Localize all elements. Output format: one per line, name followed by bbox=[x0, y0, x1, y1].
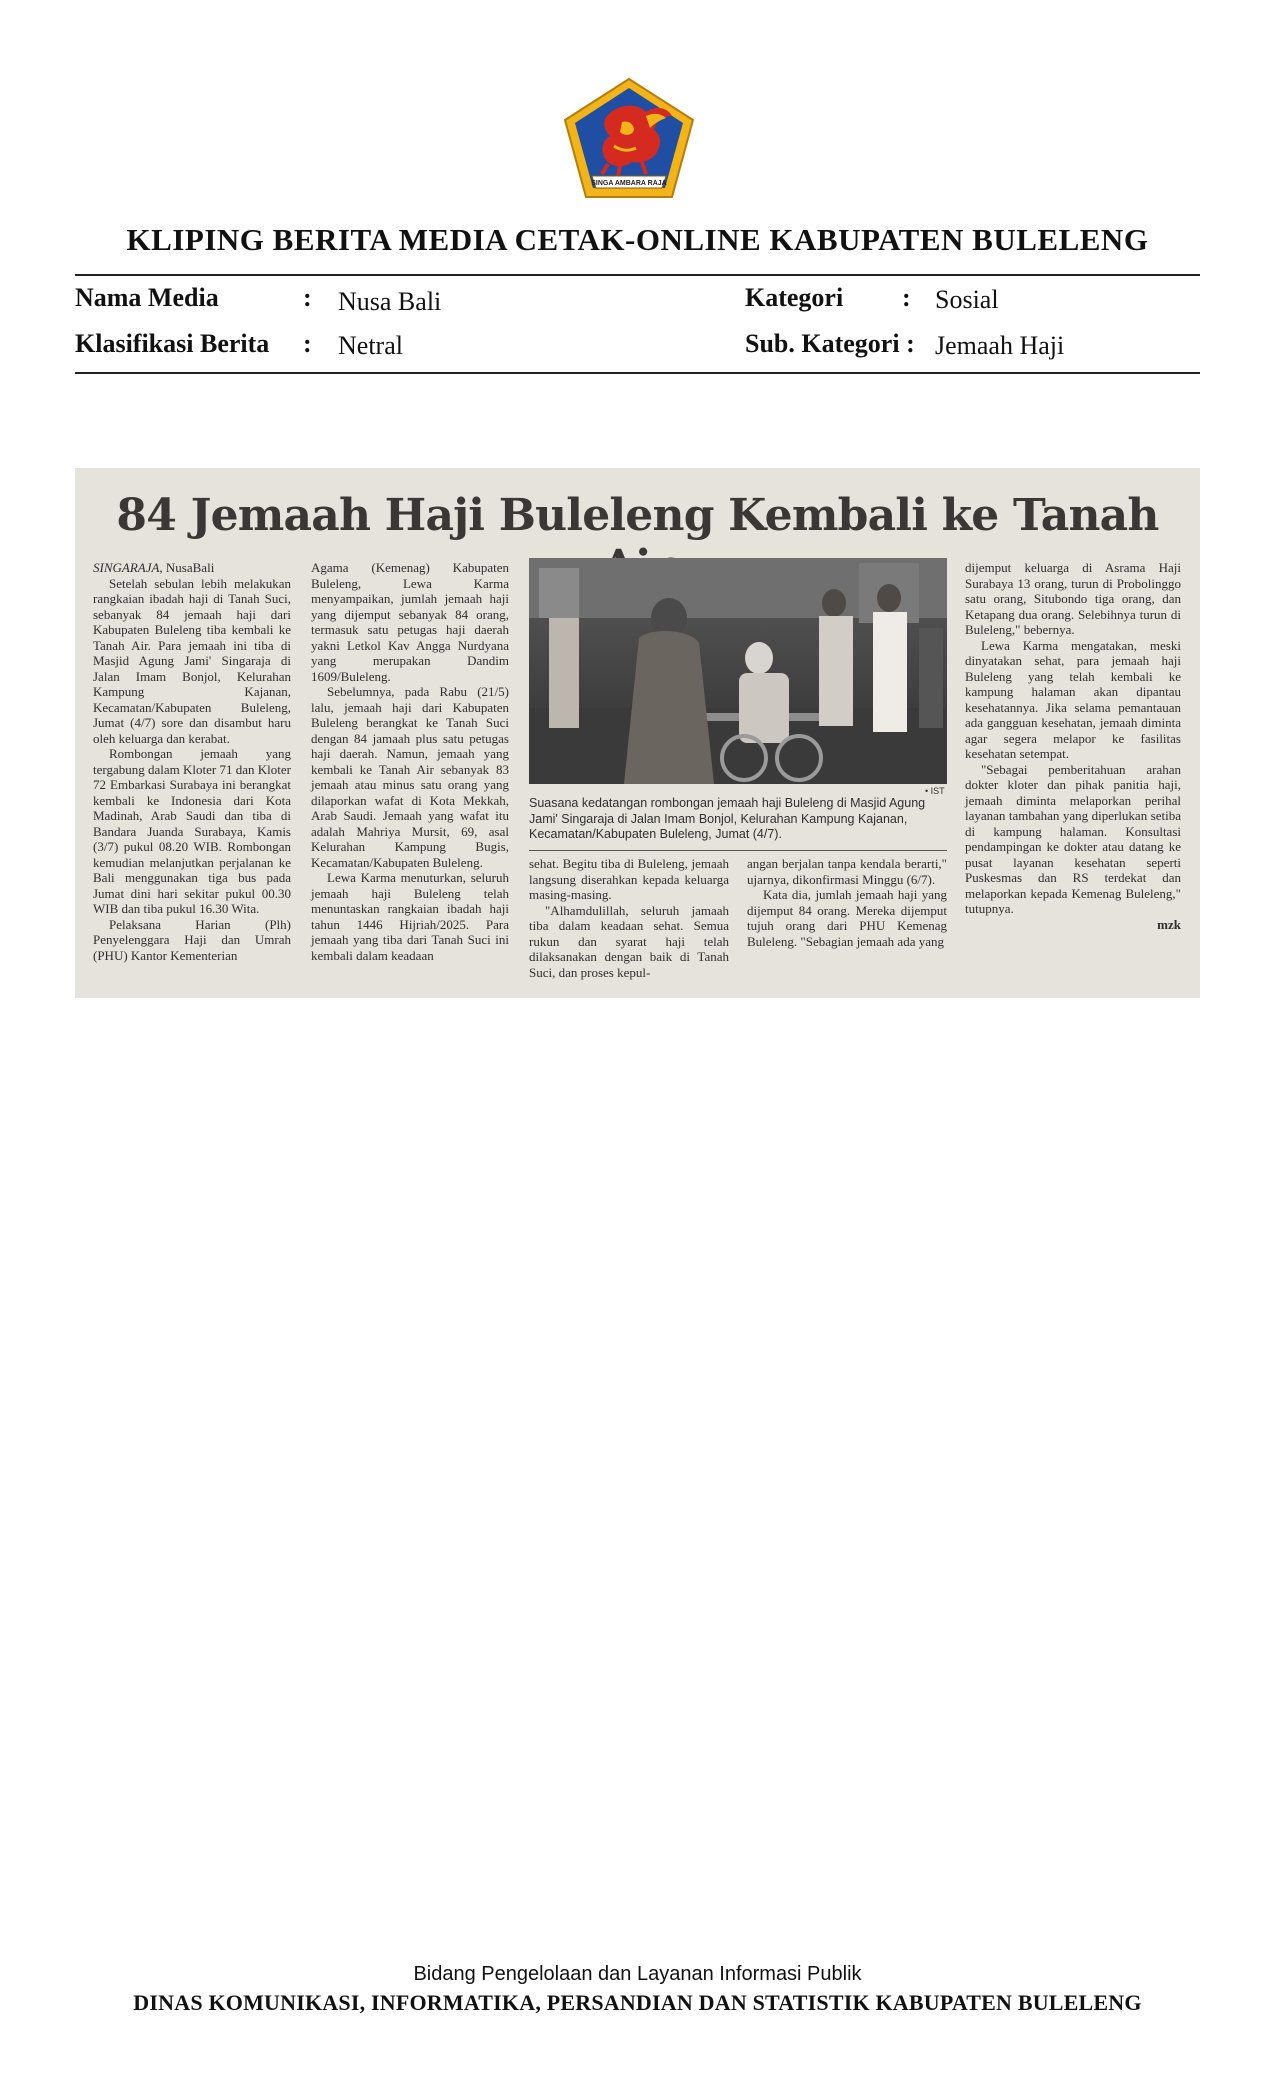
article-paragraph: Lewa Karma menuturkan, seluruh jemaah haji Buleleng telah menuntaskan rangkaian ibadah haji tahun 1446 Hijriah/2025. Para jemaah yang tiba dari Tanah Suci ini kembali dalam keadaan bbox=[311, 870, 509, 963]
caption-divider bbox=[529, 850, 947, 851]
media-value: Nusa Bali bbox=[338, 287, 442, 316]
article-paragraph: Pelaksana Harian (Plh) Penyelenggara Haji dan Umrah (PHU) Kantor Kementerian bbox=[93, 916, 291, 963]
article-paragraph: Kata dia, jumlah jemaah haji yang dijemput 84 orang. Mereka dijemput tujuh orang dari PHU Kemenag Buleleng. "Sebagian jemaah ada yang bbox=[747, 887, 947, 949]
kategori-label: Kategori bbox=[745, 283, 844, 312]
article-paragraph: angan berjalan tanpa kendala berarti," ujarnya, dikonfirmasi Minggu (6/7). bbox=[747, 856, 947, 887]
klasifikasi-colon: : bbox=[303, 329, 312, 358]
klasifikasi-value: Netral bbox=[338, 331, 403, 360]
article-paragraph: Sebelumnya, pada Rabu (21/5) lalu, jemaah haji dari Kabupaten Buleleng berangkat ke Tanah Suci dengan 84 jamaah plus satu petugas haji daerah. Namun, jemaah yang kembali ke Tanah Air sebanyak 83 jemaah atau minus satu orang yang dilaporkan wafat di Kota Mekkah, Arab Saudi. Jemaah yang wafat itu adalah Mahriya Mursit, 69, asal Kelurahan Kampung Bugis, Kecamatan/Kabupaten Buleleng. bbox=[311, 684, 509, 870]
article-paragraph: Rombongan jemaah yang tergabung dalam Kloter 71 dan Kloter 72 Embarkasi Surabaya ini berangkat kembali ke Indonesia dari Kota Madinah, Arab Saudi dan tiba di Bandara Juanda Surabaya, Kamis (3/7) pukul 08.20 WIB. Rombongan kemudian melanjutkan perjalanan ke Bali menggunakan tiga bus pada Jumat dini hari sekitar pukul 00.30 WIB dan tiba pukul 16.30 Wita. bbox=[93, 746, 291, 916]
media-label: Nama Media bbox=[75, 283, 219, 312]
sub-kategori-label: Sub. Kategori : bbox=[745, 329, 915, 358]
footer-unit: Bidang Pengelolaan dan Layanan Informasi Publik bbox=[413, 1963, 862, 1985]
article-headline: 84 Jemaah Haji Buleleng Kembali ke Tanah bbox=[116, 490, 1159, 541]
article-dateline: SINGARAJA, bbox=[93, 560, 163, 575]
buleleng-crest-icon bbox=[562, 76, 696, 200]
article-author-code: mzk bbox=[1157, 916, 1181, 932]
crest-ribbon-text: SINGA AMBARA RAJA bbox=[591, 180, 667, 187]
document-title: KLIPING BERITA MEDIA CETAK-ONLINE KABUPATEN BULELENG bbox=[126, 222, 1149, 257]
article-column-1 bbox=[93, 560, 291, 963]
kategori-colon: : bbox=[902, 283, 911, 312]
photo-credit: • IST bbox=[925, 786, 945, 796]
article-column-5 bbox=[965, 560, 1181, 932]
article-paragraph: dijemput keluarga di Asrama Haji Surabaya 13 orang, turun di Probolinggo satu orang, Situbondo tiga orang, dan Ketapang dua orang. Selebihnya turun di Buleleng," bebernya. bbox=[965, 560, 1181, 637]
photo-caption: Suasana kedatangan rombongan jemaah haji Buleleng di Masjid Agung Jami' Singaraja di Jalan Imam Bonjol, Kelurahan Kampung Kajanan, Kecamatan/Kabupaten Buleleng, Jumat (4/7). bbox=[529, 796, 926, 841]
header-rule-bottom bbox=[75, 372, 1200, 374]
klasifikasi-label: Klasifikasi Berita bbox=[75, 329, 270, 358]
article-column-4 bbox=[747, 856, 947, 949]
article-paragraph: "Alhamdulillah, seluruh jamaah tiba dalam keadaan sehat. Semua rukun dan syarat haji telah dilaksanakan dengan baik di Tanah Suci, dan proses kepul- bbox=[529, 902, 729, 980]
article-paragraph: Agama (Kemenag) Kabupaten Buleleng, Lewa Karma menyampaikan, jumlah jemaah haji yang dijemput sebanyak 84 orang, termasuk satu petugas haji daerah yakni Letkol Kav Angga Nurdyana yang merupakan Dandim 1609/Buleleng. bbox=[311, 560, 509, 684]
article-paragraph: Lewa Karma mengatakan, meski dinyatakan sehat, para jemaah haji Buleleng yang telah kembali ke kampung halaman akan dipantau kesehatannya. Jika selama pemantauan ada gangguan kesehatan, jemaah diminta agar segera melapor ke fasilitas kesehatan setempat. bbox=[965, 637, 1181, 761]
article-paragraph: sehat. Begitu tiba di Buleleng, jemaah langsung diserahkan kepada keluarga masing-masing. bbox=[529, 856, 729, 902]
media-colon: : bbox=[303, 283, 312, 312]
header-rule-top bbox=[75, 274, 1200, 276]
article-column-2 bbox=[311, 560, 509, 963]
kategori-value: Sosial bbox=[935, 285, 999, 314]
newspaper-clipping bbox=[75, 468, 1200, 998]
article-paragraph: "Sebagai pemberitahuan arahan dokter kloter dan pihak panitia haji, jemaah diminta melaporkan perihal layanan tambahan yang diperlukan setiba di kampung halaman. Konsultasi pendampingan ke dokter atau datang ke pusat layanan kesehatan seperti Puskesmas dan RS terdekat dan melaporkan kepada Kemenag Buleleng," tutupnya. bbox=[965, 761, 1181, 916]
footer-agency: DINAS KOMUNIKASI, INFORMATIKA, PERSANDIAN DAN STATISTIK KABUPATEN BULELENG bbox=[133, 1990, 1142, 2015]
article-source: NusaBali bbox=[162, 560, 215, 575]
article-column-3 bbox=[529, 856, 729, 980]
article-paragraph: Setelah sebulan lebih melakukan rangkaian ibadah haji di Tanah Suci, sebanyak 84 jemaah haji dari Kabupaten Buleleng tiba kembali ke Tanah Air. Para jemaah ini tiba di Masjid Agung Jami' Singaraja di Jalan Imam Bonjol, Kelurahan Kampung Kajanan, Kecamatan/Kabupaten Buleleng, Jumat (4/7) sore dan disambut haru oleh keluarga dan kerabat. bbox=[93, 575, 291, 746]
article-photo bbox=[529, 558, 947, 784]
sub-kategori-value: Jemaah Haji bbox=[935, 331, 1065, 360]
